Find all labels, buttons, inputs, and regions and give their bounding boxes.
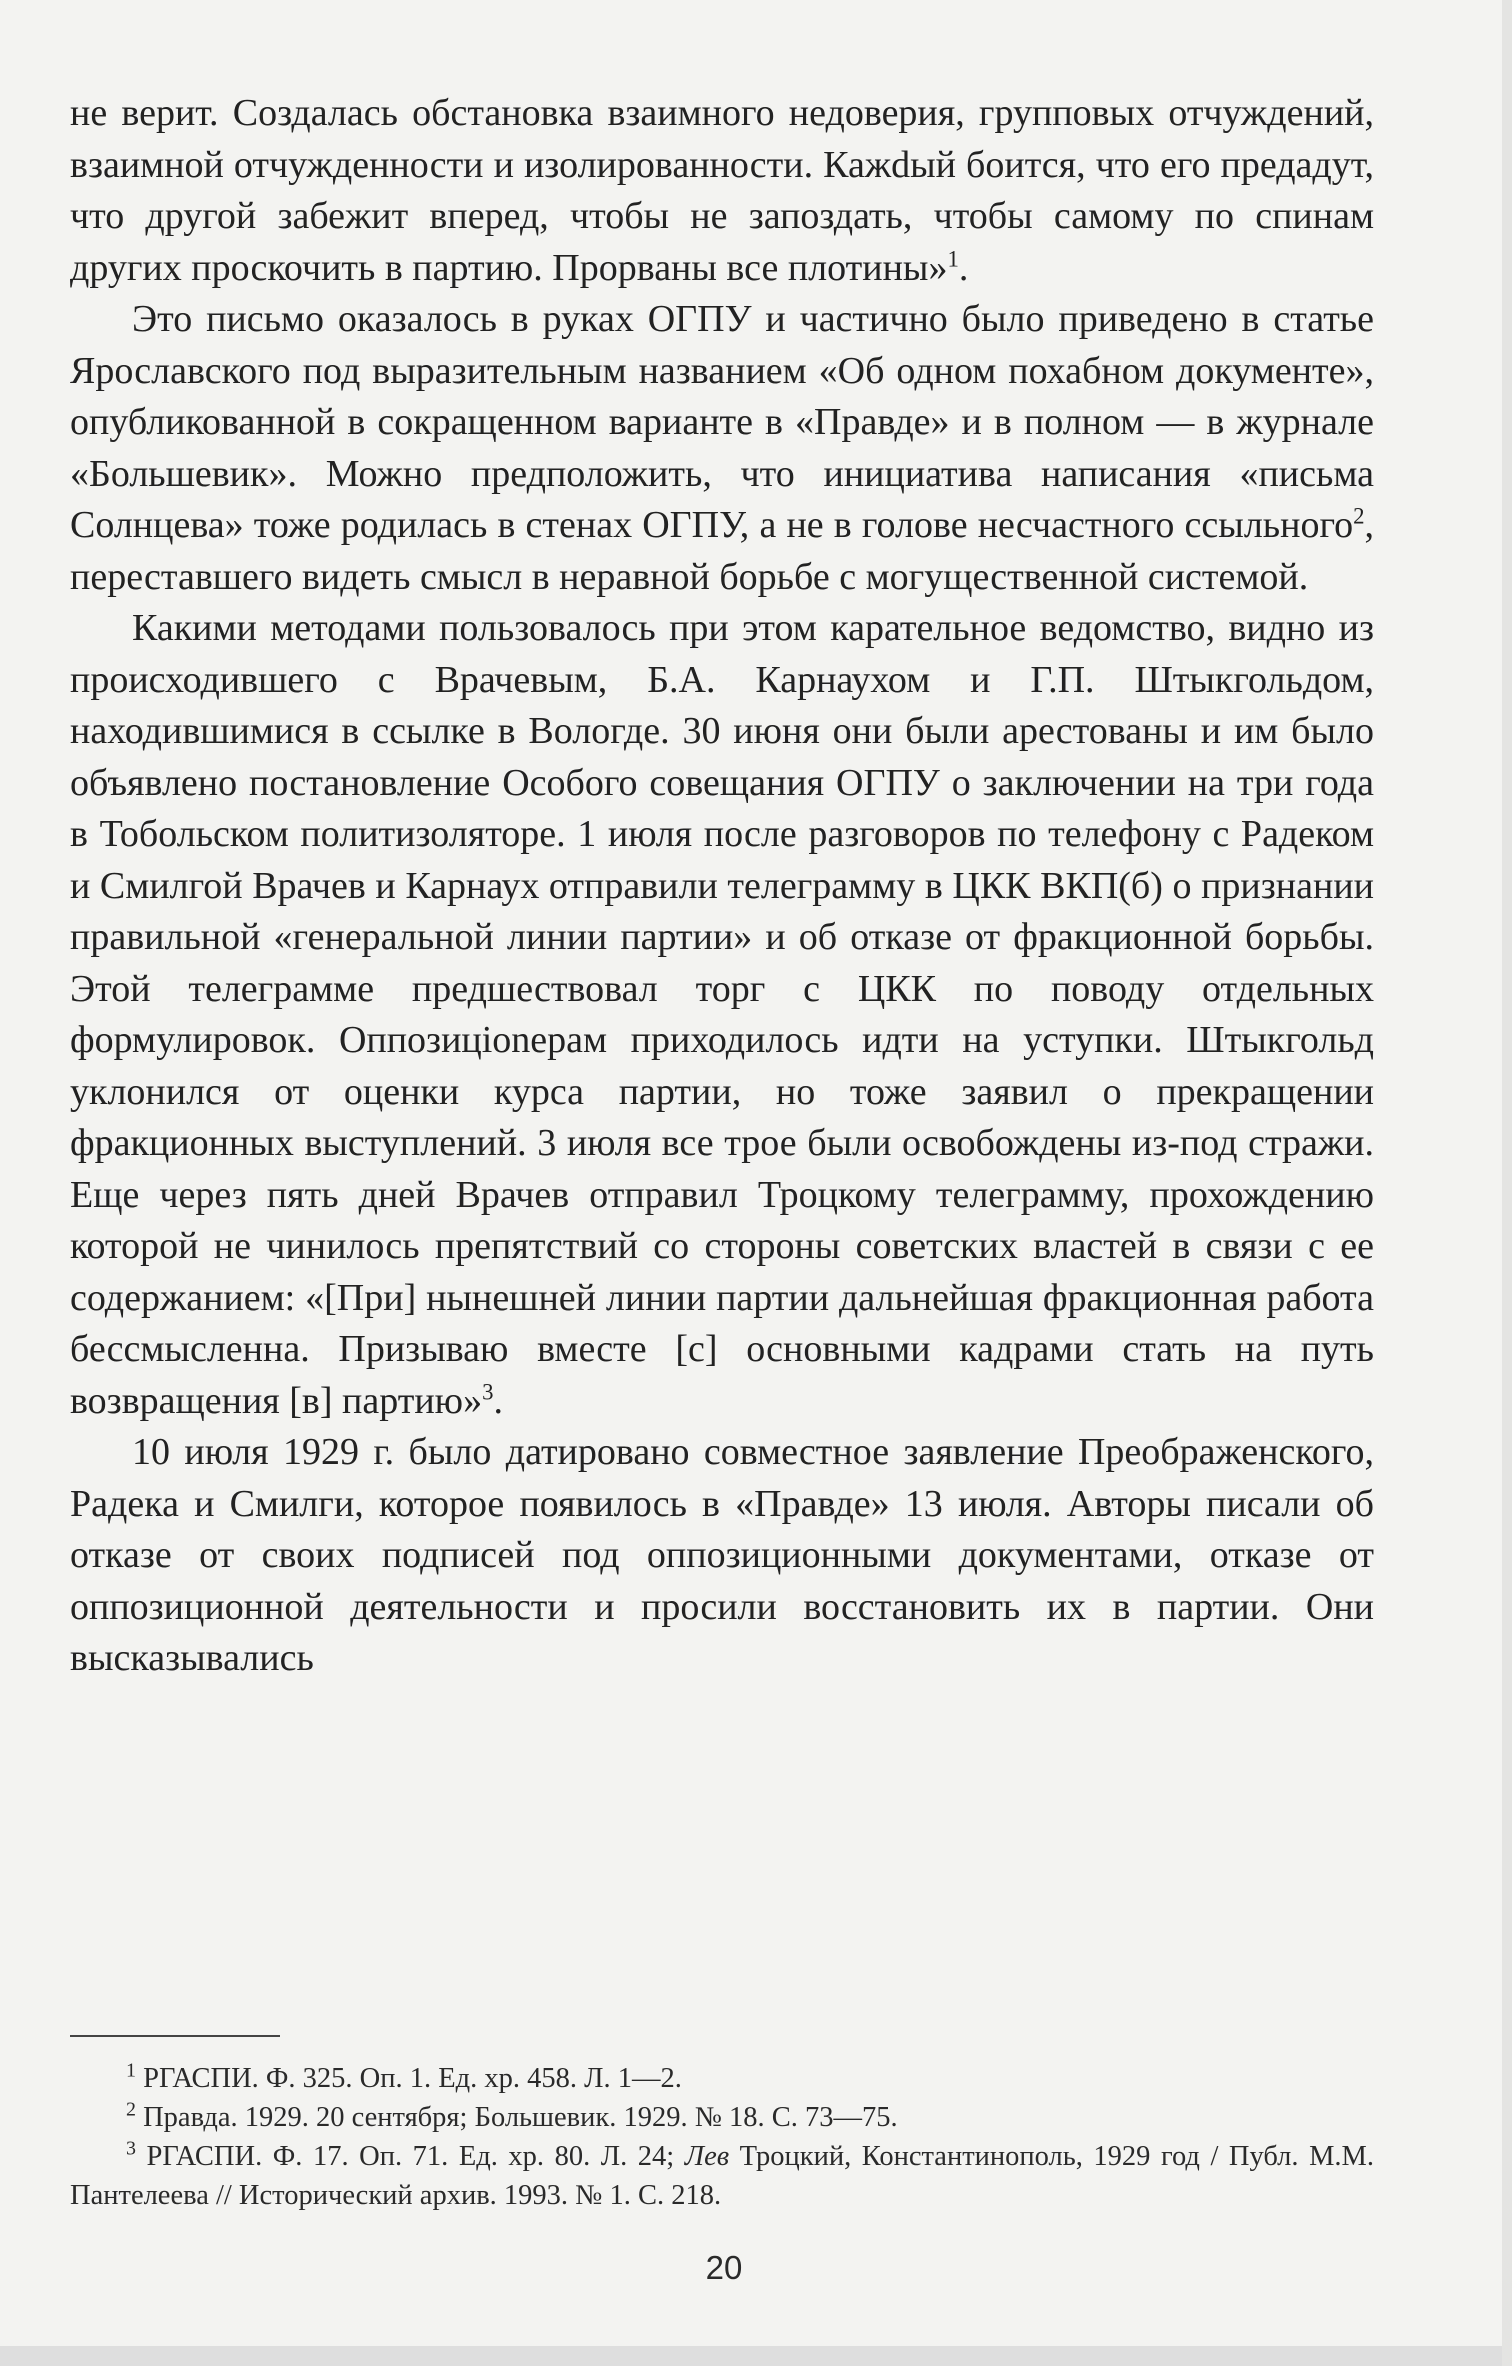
footnotes	[70, 2059, 1374, 2215]
paragraph-2-text-a: Это письмо оказалось в руках ОГПУ и частично было приведено в статье Ярославского под выразительным названием «Об одном похабном документе», опубликованной в сокращенном варианте в «Правде» и в полном — в журнале «Большевик». Можно предположить, что инициатива написания «письма Солнцева» тоже родилась в стенах ОГПУ, а не в голове несчастного ссыльного	[70, 298, 1374, 546]
paragraph-4	[70, 1427, 1374, 1685]
paragraph-1-text: не верит. Создалась обстановка взаимного недоверия, групповых отчуждений, взаимной отчужденности и изолированности. Кажdый боится, что его предадут, что другой забежит вперед, чтобы не запоздать, чтобы самому по спинам других проскочить в партию. Прорваны все плотины»	[70, 92, 1374, 289]
footnote-3-mark: 3	[126, 2137, 136, 2160]
footnote-ref-2: 2	[1353, 503, 1365, 529]
footnote-1	[70, 2059, 1374, 2098]
page-number: 20	[705, 2249, 743, 2286]
footnote-ref-1: 1	[947, 245, 959, 271]
body-text	[70, 88, 1374, 1685]
paragraph-1: не верит. Создалась обстановка взаимного недоверия, групповых отчуждений, взаимной отчужденности и изолированности. Кажdый боится, что его предадут, что другой забежит вперед, чтобы не запоздать, чтобы самому по спинам других проскочить в партию. Прорваны все плотины»$^1$.	[70, 92, 1374, 289]
scan-bottom-edge	[0, 2346, 1512, 2366]
footnote-3-text-a: РГАСПИ. Ф. 17. Оп. 71. Ед. хр. 80. Л. 24;	[146, 2141, 685, 2172]
paragraph-3-text: Какими методами пользовалось при этом карательное ведомство, видно из происходившего с Врачевым, Б.А. Карнаухом и Г.П. Штыкгольдом, находившимися в ссылке в Вологде. 30 июня они были арестованы и им было объявлено постановление Особого совещания ОГПУ о заключении на три года в Тобольском политизоляторе. 1 июля после разговоров по телефону с Радеком и Смилгой Врачев и Карнаух отправили телеграмму в ЦКК ВКП(б) о признании правильной «генеральной линии партии» и об отказе от фракционной борьбы. Этой телеграмме предшествовал торг с ЦКК по поводу отдельных формулировок. Оппозицioneрам приходилось идти на уступки. Штыкгольд уклонился от оценки курса партии, но тоже заявил о прекращении фракционных выступлений. 3 июля все трое были освобождены из-под стражи. Еще через пять дней Врачев отправил Троцкому телеграмму, прохождению которой не чинилось препятствий со стороны советских властей в связи с ее содержанием: «[При] нынешней линии партии дальнейшая фракционная работа бессмысленна. Призываю вместе [с] основными кадрами стать на путь возвращения [в] партию»	[70, 607, 1374, 1422]
paragraph-2-text-b: , переставшего видеть смысл в неравной борьбе с могущественной системой.	[70, 504, 1374, 598]
footnote-ref-3: 3	[482, 1378, 494, 1404]
paragraph-2	[70, 294, 1374, 603]
scan-right-edge	[1502, 0, 1512, 2366]
footnote-2-mark: 2	[126, 2098, 136, 2121]
footnote-2-text: Правда. 1929. 20 сентября; Большевик. 1929. № 18. С. 73—75.	[143, 2102, 898, 2133]
paragraph-4-text: 10 июля 1929 г. было датировано совместное заявление Преображенского, Радека и Смилги, которое появилось в «Правде» 13 июля. Авторы писали об отказе от своих подписей под оппозиционными документами, отказе от оппозиционной деятельности и просили восстановить их в партии. Они высказывались	[70, 1431, 1374, 1679]
footnote-3-author-italic: Лев	[684, 2141, 730, 2172]
footnote-1-text: РГАСПИ. Ф. 325. Оп. 1. Ед. хр. 458. Л. 1—2.	[143, 2063, 682, 2094]
footnote-3	[70, 2137, 1374, 2215]
footnote-3-text-b: Троцкий, Константинополь, 1929 год / Публ. М.М. Пантелеева // Исторический архив. 1993. № 1. С. 218.	[70, 2141, 1375, 2211]
footnote-2	[70, 2098, 1374, 2137]
footnote-1-mark: 1	[126, 2059, 136, 2082]
footnote-divider	[70, 2035, 280, 2037]
paragraph-3: Какими методами пользовалось при этом карательное ведомство, видно из происходившего с Врачевым, Б.А. Карнаухом и Г.П. Штыкгольдом, находившимися в ссылке в Вологде. 30 июня они были арестованы и им было объявлено постановление Особого совещания ОГПУ о заключении на три года в Тобольском политизоляторе. 1 июля после разговоров по телефону с Радеком и Смилгой Врачев и Карнаух отправили телеграмму в ЦКК ВКП(б) о признании правильной «генеральной линии партии» и об отказе от фракционной борьбы. Этой телеграмме предшествовал торг с ЦКК по поводу отдельных формулировок. Оппозицioneрам приходилось идти на уступки. Штыкгольд уклонился от оценки курса партии, но тоже заявил о прекращении фракционных выступлений. 3 июля все трое были освобождены из-под стражи. Еще через пять дней Врачев отправил Троцкому телеграмму, прохождению которой не чинилось препятствий со стороны советских властей в связи с ее содержанием: «[При] нынешней линии партии дальнейшая фракционная работа бессмысленна. Призываю вместе [с] основными кадрами стать на путь возвращения [в] партию»$^3$.	[70, 607, 1374, 1422]
